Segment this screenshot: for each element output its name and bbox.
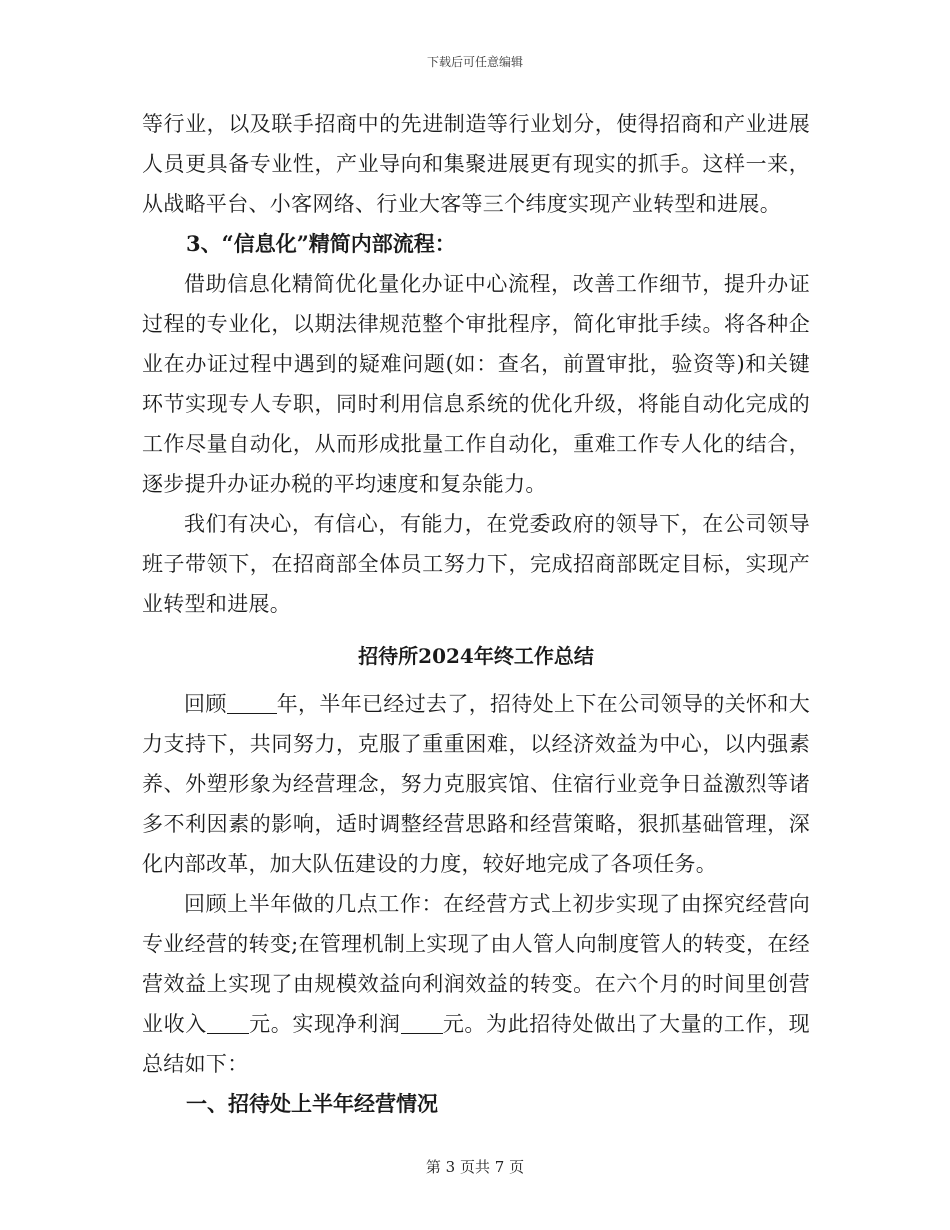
paragraph-review [142, 684, 810, 884]
page-footer: 第 3 页共 7 页 [425, 1158, 525, 1176]
blank-profit [401, 1013, 443, 1034]
half-year-text-end: 元。为此招待处做出了大量的工作，现总结如下： [142, 1012, 810, 1076]
review-text-start: 回顾 [184, 692, 227, 716]
half-year-text-start: 回顾上半年做的几点工作：在经营方式上初步实现了由探究经营向专业经营的转变;在管理机制上实现了由人管人向制度管人的转变，在经营效益上实现了由规模效益向利润效益的转变。在六个月的时间里创营业收入 [142, 892, 810, 1036]
section-heading-3: 3、“信息化”精简内部流程： [186, 231, 456, 256]
review-text-rest: 年，半年已经过去了，招待处上下在公司领导的关怀和大力支持下，共同努力，克服了重重困难，以经济效益为中心，以内强素养、外塑形象为经营理念，努力克服宾馆、住宿行业竞争日益激烈等诸多不利因素的影响，适时调整经营思路和经营策略，狠抓基础管理，深化内部改革，加大队伍建设的力度，较好地完成了各项任务。 [142, 692, 810, 876]
page-header: 下载后可任意编辑 [426, 55, 523, 69]
half-year-text-mid: 元。实现净利润 [248, 1012, 401, 1036]
paragraph-continued: 等行业，以及联手招商中的先进制造等行业划分，使得招商和产业进展人员更具备专业性，产业导向和集聚进展更有现实的抓手。这样一来，从战略平台、小客网络、行业大客等三个纬度实现产业转型和进展。 [142, 112, 810, 216]
paragraph-half-year [142, 884, 810, 1084]
blank-revenue [207, 1013, 249, 1034]
paragraph-resolve: 我们有决心，有信心，有能力，在党委政府的领导下，在公司领导班子带领下，在招商部全体员工努力下，完成招商部既定目标，实现产业转型和进展。 [142, 512, 810, 616]
blank-year [227, 693, 277, 714]
section-heading-1: 一、招待处上半年经营情况 [186, 1091, 438, 1116]
paragraph-informatization: 借助信息化精简优化量化办证中心流程，改善工作细节，提升办证过程的专业化，以期法律规范整个审批程序，简化审批手续。将各种企业在办证过程中遇到的疑难问题(如：查名，前置审批，验资等)和关键环节实现专人专职，同时利用信息系统的优化升级，将能自动化完成的工作尽量自动化，从而形成批量工作自动化，重难工作专人化的结合，逐步提升办证办税的平均速度和复杂能力。 [142, 272, 810, 496]
document-body [142, 104, 810, 1124]
document-title: 招待所2024年终工作总结 [358, 644, 594, 668]
